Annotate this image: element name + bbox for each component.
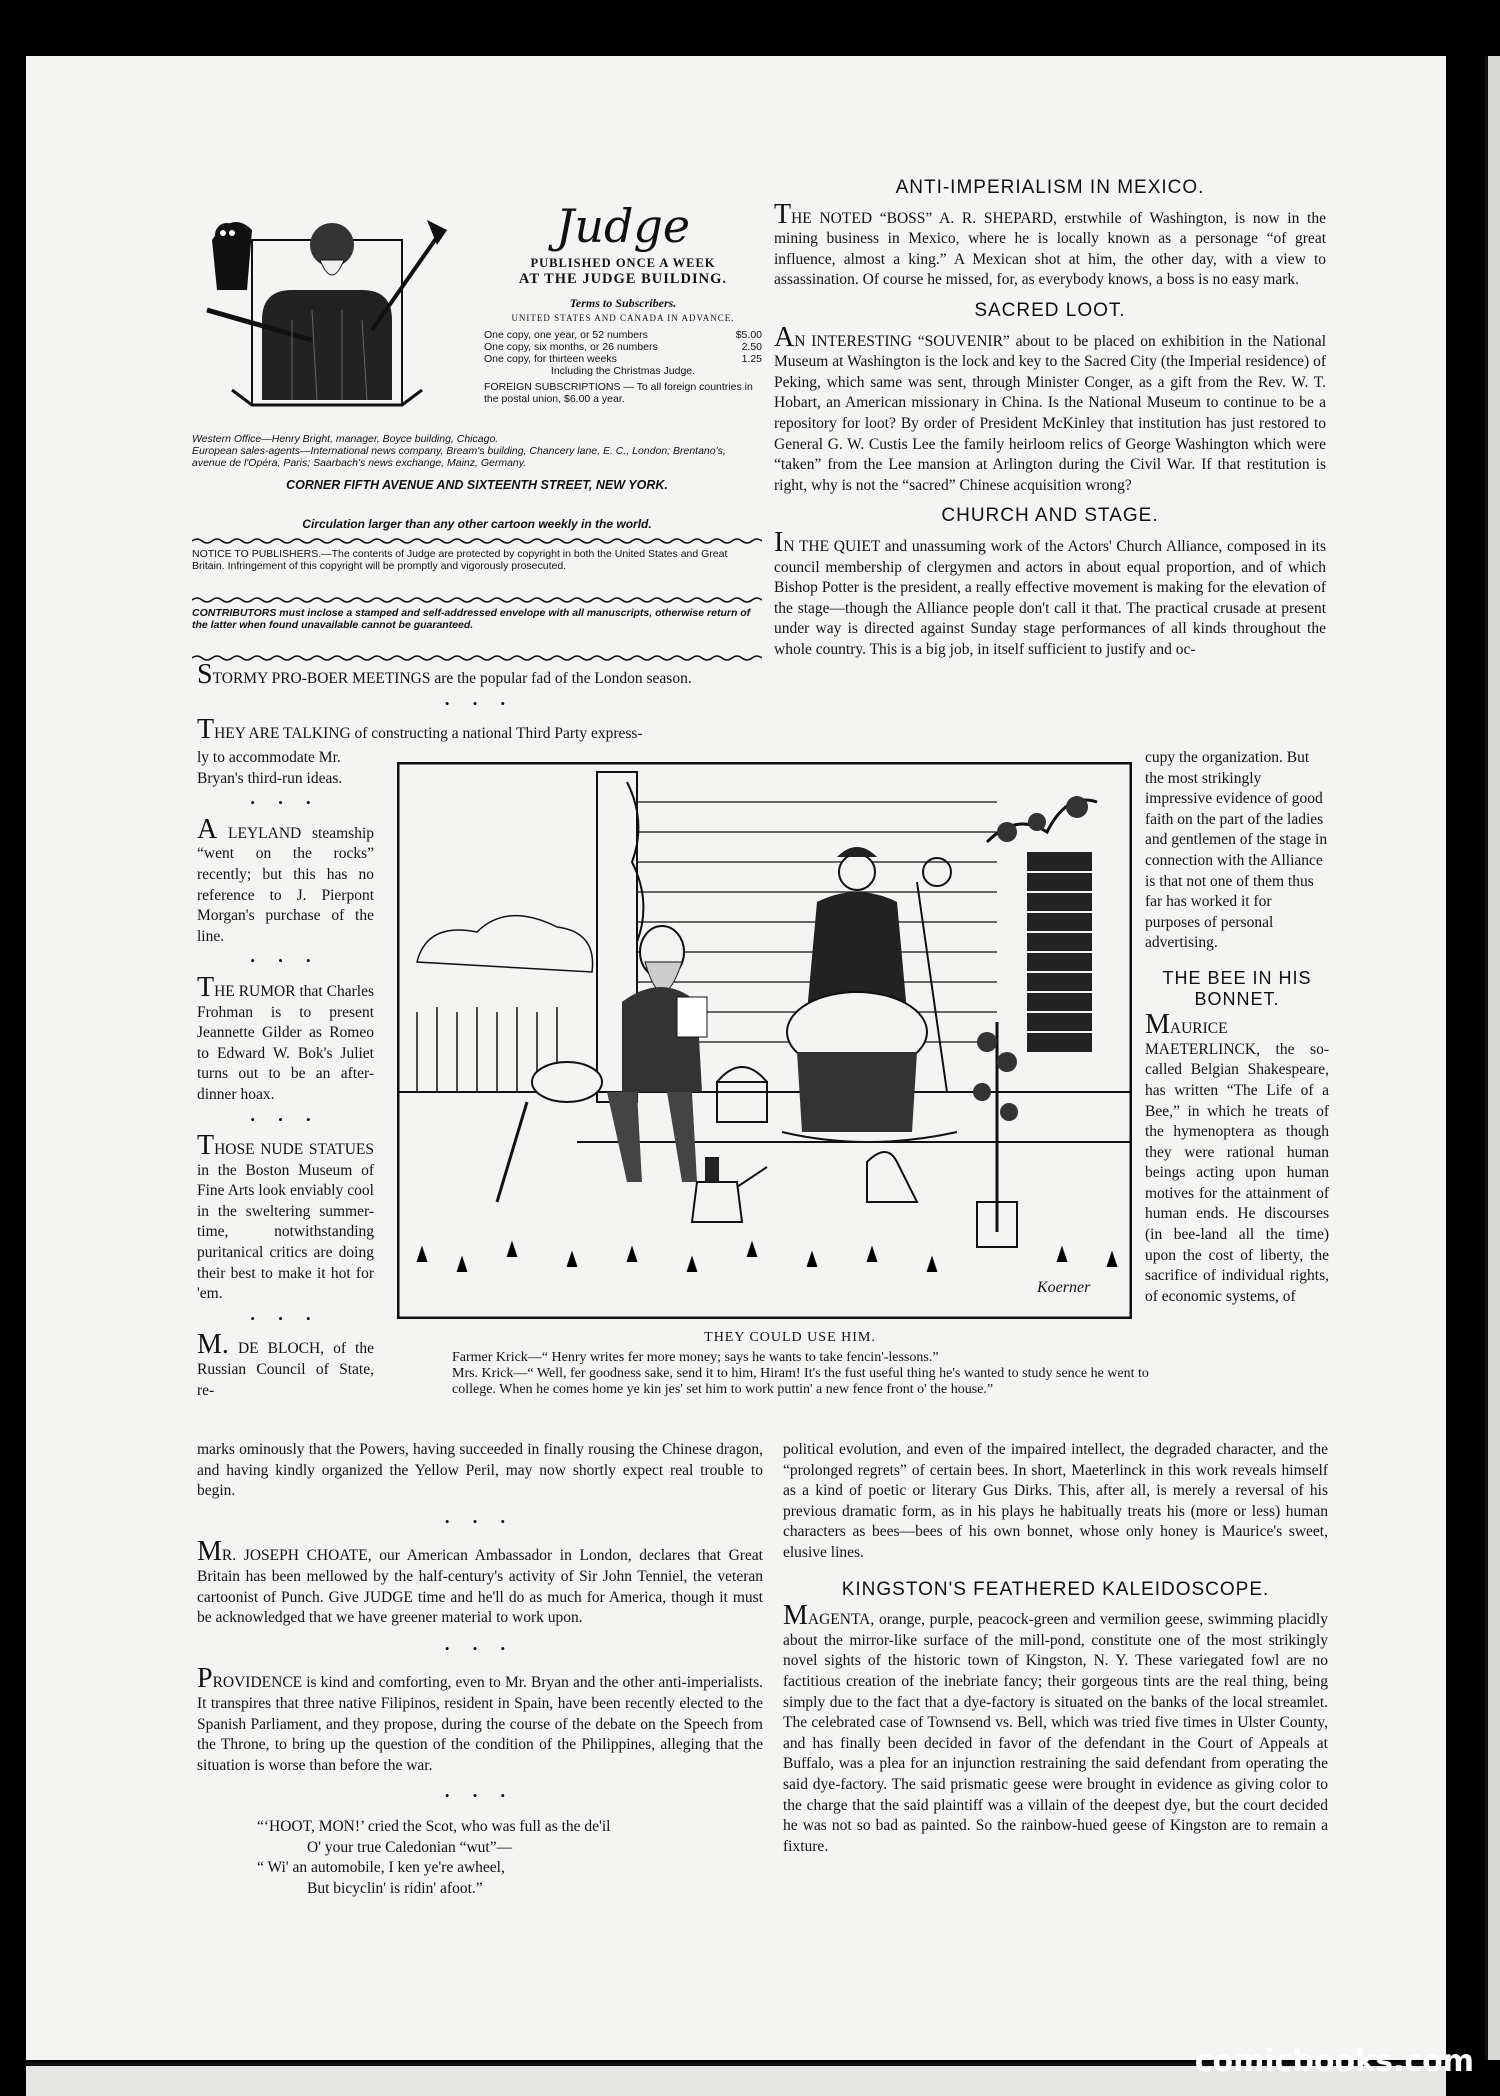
bee-bonnet-body: MAURICE MAETERLINCK, the so-called Belgian Shakespeare, has written “The Life of a Bee,” in which he treats of the hymenoptera as though they were rational human beings acting upon human motives for the attainment of human ends. He discourses (in bee-land all the time) upon the cost of liberty, the sacrifice of individual rights, of economic systems, of [1145,1009,1329,1305]
section-dots: • • • [250,1310,321,1326]
poem-line: “‘HOOT, MON!’ cried the Scot, who was full as the de'il [257,1817,611,1835]
cartoon-signature: Koerner [1037,1279,1091,1296]
rumor-item: THE RUMOR that Charles Frohman is to present Jeannette Gilder as Romeo to Edward W. Bok's Juliet turns out to be an after-dinner hoax. [197,971,374,1103]
providence-item: PROVIDENCE is kind and comforting, even to Mr. Bryan and the other anti-imperialists. It transpires that three native Filipinos, resident in Spain, have been recently elected to the Spanish Parliament, and they propose, during the course of the debate on the Speech from the Throne, to bring up the question of the condition of the Philippines, alleging that the situation is worse than before the war. [197,1663,763,1774]
address-line: CORNER FIFTH AVENUE AND SIXTEENTH STREET, NEW YORK. [286,478,668,492]
section-dots: • • • [250,953,321,969]
statues-item: THOSE NUDE STATUES in the Boston Museum of Fine Arts look enviably cool in the sweltering summer-time, notwithstanding puritanical critics are doing their best to make it hot for 'em. [197,1130,374,1303]
rate-row: One copy, six months, or 26 numbers 2.50 [484,341,762,353]
poem-line: O' your true Caledonian “wut”— [307,1838,513,1856]
left-column-top [197,659,763,746]
contributors-notice: CONTRIBUTORS must inclose a stamped and self-addressed envelope with all manuscripts, otherwise return of the latter when found unavailable cannot be guaranteed. [192,607,751,631]
stormy-item: STORMY PRO-BOER MEETINGS are the popular fad of the London season. [197,659,692,690]
kingston-body: MAGENTA, orange, purple, peacock-green and vermilion geese, swimming placidly about the mirror-like surface of the mill-pond, constitute one of the most strikingly novel sights of the historic town of Kingston, N. Y. These variegated fowl are no factitious creation of the inebriate fancy; their gorgeous tints are the real thing, being simply due to the fact that a dye-factory is situated on the banks of the local streamlet. The celebrated case of Townsend vs. Bell, which was tried five times in Ulster County, and has finally been decided in favor of the defendant in the Court of Appeals at Buffalo, was a plea for an injunction restraining the said defendant from operating the said dye-factory. The said prismatic geese were brought in evidence as giving color to the charge that the said plaintiff was a villain of the deepest dye, but the court decided he was not so bad as painted. So the rainbow-hued geese of Kingston are to remain a fixture. [783,1600,1328,1855]
choate-item: MR. JOSEPH CHOATE, our American Ambassador in London, declares that Great Britain has been mellowed by the half-century's activity of Sir John Tenniel, the veteran cartoonist of Punch. Give JUDGE time and he'll do as much for America, though it must be acknowledged that we have greener material to work upon. [197,1536,763,1627]
rates-note: Including the Christmas Judge. [550,365,696,377]
published-line-2: AT THE JUDGE BUILDING. [518,271,728,287]
anti-imperialism-body: THE NOTED “BOSS” A. R. SHEPARD, erstwhile of Washington, is now in the mining business in Mexico, where he is locally known as a personage “of great influence, almost a king.” A Mexican shot at him, the other day, with a view to assassination. Of course he missed, for, as everybody knows, a boss is no easy mark. [774,198,1326,289]
anti-imperialism-title: ANTI-IMPERIALISM IN MEXICO. [895,177,1205,198]
poem-line: “ Wi' an automobile, I ken ye're awheel, [257,1859,505,1877]
bee-bonnet-title: THE BEE IN HIS BONNET. [1162,967,1312,1009]
published-line-1: PUBLISHED ONCE A WEEK [530,256,716,270]
rate-row: One copy, one year, or 52 numbers $5.00 [484,329,762,341]
office-info [192,433,762,491]
western-office: Western Office—Henry Bright, manager, Boyce building, Chicago. [192,433,499,445]
watermark: comicbooks.com [1194,2044,1474,2079]
european-agents: European sales-agents—International news company, Bream's building, Chancery lane, E. C., London; Brentano's, avenue de l'Opéra, Paris; Saarbach's news exchange, Mainz, Germany. [192,445,726,469]
church-stage-title: CHURCH AND STAGE. [941,505,1159,527]
church-stage-continued: cupy the organization. But the most strikingly impressive evidence of good faith on the part of the ladies and gentlemen of the stage in connection with the Alliance is that not one of them thus far has worked it for purposes of personal advertising. [1145,749,1328,952]
left-narrow-column [197,748,374,1401]
sacred-loot-body: AN INTERESTING “SOUVENIR” about to be placed on exhibition in the National Museum at Washington is the lock and key to the Sacred City (the Imperial residence) of Peking, which same was sent, through Minister Conger, as a gift from the Rev. W. T. Hobart, an American missionary in China. Is the National Museum to continue to be a repository for loot? By order of President McKinley that institution has just restored to General G. W. Custis Lee the family heirloom relics of George Washington which were “taken” from the Lee mansion at Arlington during the Civil War. If that restitution is right, why is not the “sacred” Chinese acquisition wrong? [774,321,1326,494]
third-party-continued: ly to accommodate Mr. Bryan's third-run ideas. [197,749,343,787]
left-column-bottom [197,1440,763,1899]
judge-logo: Judge [555,199,691,253]
right-column-top [774,178,1326,660]
right-column-bottom [783,1440,1328,1857]
right-narrow-column [1145,748,1329,1307]
scot-poem [197,1817,763,1899]
leyland-item: A LEYLAND steamship “went on the rocks” recently; but this has no reference to J. Pierpont Morgan's purchase of the line. [197,813,374,945]
section-dots: • • • [250,795,321,811]
bloch-item: M. DE BLOCH, of the Russian Council of State, re- [197,1329,374,1399]
section-dots: • • • [444,695,516,711]
rate-row: One copy, for thirteen weeks 1.25 [484,353,762,365]
section-dots: • • • [444,1640,516,1656]
kingston-title: KINGSTON'S FEATHERED KALEIDOSCOPE. [841,1578,1270,1600]
subscription-rates [484,329,762,377]
church-stage-body: IN THE QUIET and unassuming work of the Actors' Church Alliance, composed in its council membership of clergymen and actors in about equal proportion, and of which Bishop Potter is the president, a really effective movement is making for the elevation of the stage—though the Alliance people don't call it that. The practical crusade at present under way is directed against Sunday stage performances of all kinds throughout the whole country. This is a big job, in itself sufficient to justify and oc- [774,526,1326,658]
terms-heading: Terms to Subscribers. [569,296,677,310]
sacred-loot-title: SACRED LOOT. [974,299,1126,321]
cartoon-title: THEY COULD USE HIM. [704,1330,876,1345]
next-page-edge [1485,56,1500,2060]
third-party-item: THEY ARE TALKING of constructing a national Third Party express- [197,714,643,746]
cartoon-illustration [397,762,1132,1319]
wavy-divider [192,654,762,662]
bee-bonnet-continued: political evolution, and even of the impaired intellect, the degraded character, and the “prolonged regrets” of certain bees. In short, Maeterlinck in this work reveals himself as a kind of poetic or literary Gus Dirks. This, after all, is merely a reversal of his previous dramatic form, as in his plays he habitually treats his (more or less) human characters as bees—bees of his own bonnet, whose only honey is Maurice's sweet, elusive lines. [783,1441,1328,1561]
poem-line: But bicyclin' is ridin' afoot.” [307,1879,483,1897]
circulation-line: Circulation larger than any other cartoon weekly in the world. [302,517,652,531]
notice-to-publishers: NOTICE TO PUBLISHERS.—The contents of Judge are protected by copyright in both the United States and Great Britain. Infringement of this copyright will be promptly and vigorously prosecuted. [192,548,728,572]
section-dots: • • • [444,1788,516,1804]
us-canada-line: UNITED STATES AND CANADA IN ADVANCE. [511,313,735,323]
caption-line-wife: Mrs. Krick—“ Well, fer goodness sake, send it to him, Hiram! It's the fust useful thing he's wanted to study sence he went to college. When he comes home ye kin jes' set him to work puttin' a new fence front o' the house.” [452,1366,1149,1397]
wavy-divider [192,596,762,604]
foreign-subscriptions: FOREIGN SUBSCRIPTIONS — To all foreign countries in the postal union, $6.00 a year. [484,381,753,405]
section-dots: • • • [250,1111,321,1127]
wavy-divider [192,537,762,545]
masthead [192,200,762,450]
section-dots: • • • [444,1513,516,1529]
bloch-continued: marks ominously that the Powers, having succeeded in finally rousing the Chinese dragon, and having kindly organized the Yellow Peril, may now shortly expect real trouble to begin. [197,1441,763,1500]
judge-figure-illustration [192,200,452,412]
masthead-text [484,200,762,405]
caption-line-farmer: Farmer Krick—“ Henry writes fer more money; says he wants to take fencin'-lessons.” [452,1350,939,1365]
cartoon-caption [430,1330,1150,1398]
